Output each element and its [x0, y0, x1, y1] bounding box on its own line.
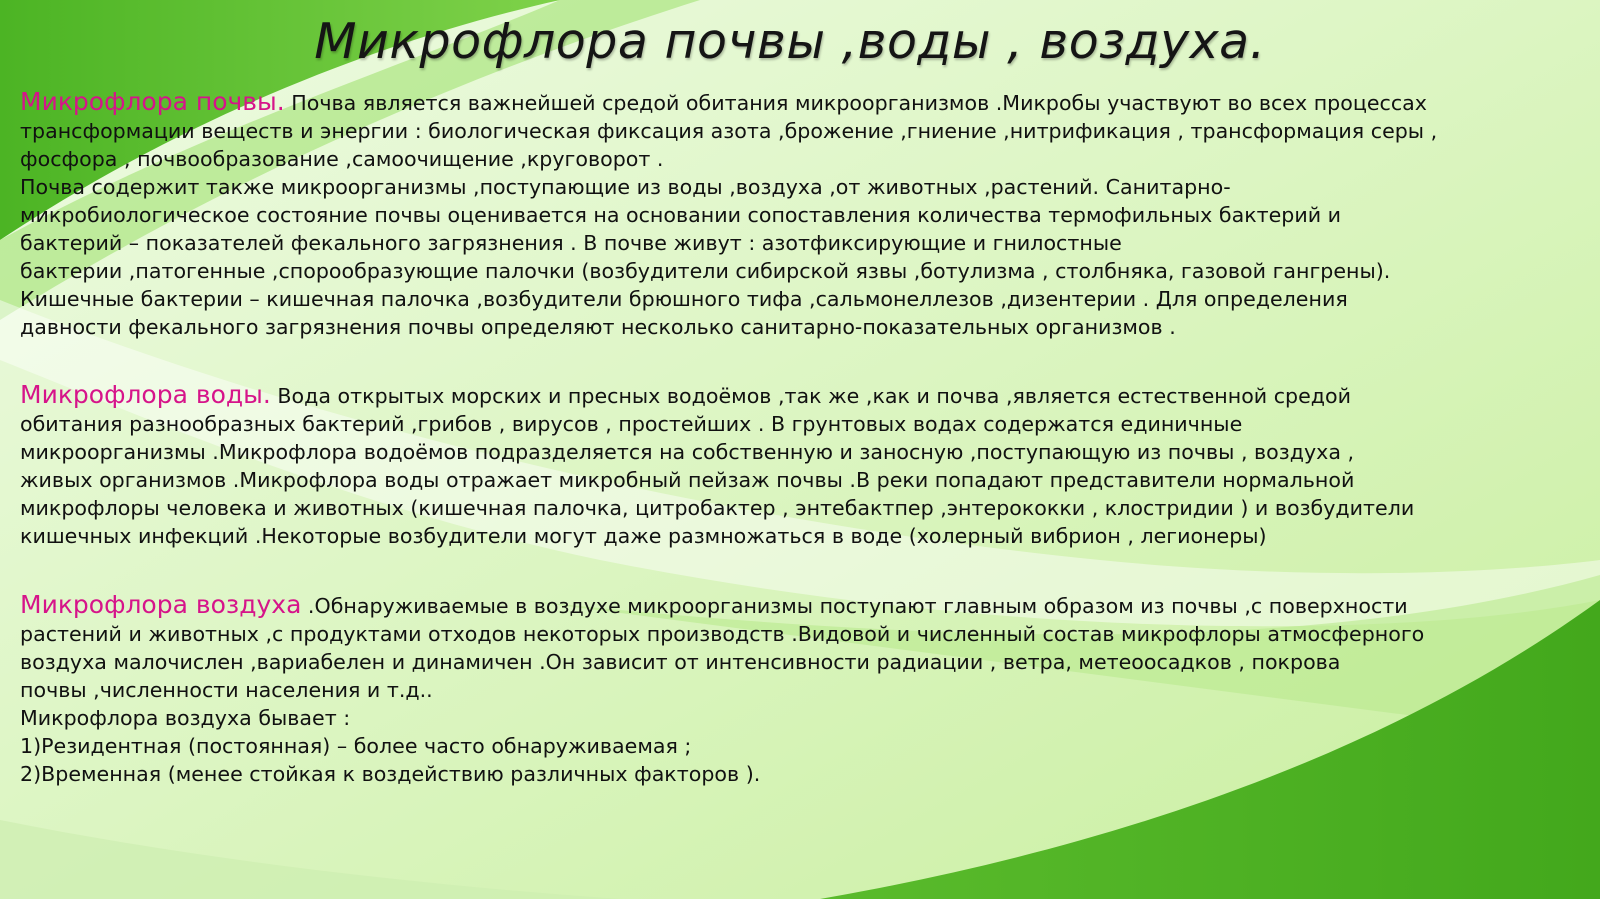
soil-line-3: фосфора , почвообразование ,самоочищение ,круговорот . — [20, 147, 664, 171]
air-line-2: растений и животных ,с продуктами отходов некоторых производств .Видовой и численный состав микрофлоры атмосферного — [20, 622, 1425, 646]
air-heading: Микрофлора воздуха — [20, 590, 302, 619]
soil-line-7: бактерии ,патогенные ,спорообразующие палочки (возбудители сибирской язвы ,ботулизма , столбняка, газовой гангрены). — [20, 259, 1391, 283]
soil-line-9: давности фекального загрязнения почвы определяют несколько санитарно-показательных организмов . — [20, 315, 1176, 339]
water-line-6: кишечных инфекций .Некоторые возбудители могут даже размножаться в воде (холерный вибрион , легионеры) — [20, 524, 1267, 548]
soil-heading: Микрофлора почвы. — [20, 87, 285, 116]
soil-line-5: микробиологическое состояние почвы оценивается на основании сопоставления количества термофильных бактерий и — [20, 203, 1342, 227]
soil-line-2: трансформации веществ и энергии : биологическая фиксация азота ,брожение ,гниение ,нитрификация , трансформация серы , — [20, 119, 1438, 143]
soil-section — [20, 88, 1580, 341]
water-line-1: Микрофлора воды. Вода открытых морских и пресных водоёмов ,так же ,как и почва ,является естественной средой — [20, 380, 1352, 409]
soil-line-6: бактерий – показателей фекального загрязнения . В почве живут : азотфиксирующие и гнилостные — [20, 231, 1122, 255]
water-line-4: живых организмов .Микрофлора воды отражает микробный пейзаж почвы .В реки попадают представители нормальной — [20, 468, 1355, 492]
water-line-2: обитания разнообразных бактерий ,грибов , вирусов , простейших . В грунтовых водах содержатся единичные — [20, 412, 1243, 436]
water-line-3: микроорганизмы .Микрофлора водоёмов подразделяется на собственную и заносную ,поступающую из почвы , воздуха , — [20, 440, 1355, 464]
water-section — [20, 381, 1580, 550]
soil-line-4: Почва содержит также микроорганизмы ,поступающие из воды ,воздуха ,от животных ,растений. Санитарно- — [20, 175, 1231, 199]
soil-line-8: Кишечные бактерии – кишечная палочка ,возбудители брюшного тифа ,сальмонеллезов ,дизентерии . Для определения — [20, 287, 1348, 311]
air-section — [20, 591, 1580, 788]
air-line-7: 2)Временная (менее стойкая к воздействию различных факторов ). — [20, 762, 761, 786]
slide-title: Микрофлора почвы ,воды , воздуха. — [314, 13, 1266, 70]
air-line-5: Микрофлора воздуха бывает : — [20, 706, 351, 730]
air-line-1: Микрофлора воздуха .Обнаруживаемые в воздухе микроорганизмы поступают главным образом из почвы ,с поверхности — [20, 590, 1408, 619]
air-line-6: 1)Резидентная (постоянная) – более часто обнаруживаемая ; — [20, 734, 692, 758]
water-heading: Микрофлора воды. — [20, 380, 271, 409]
air-line-4: почвы ,численности населения и т.д.. — [20, 678, 433, 702]
soil-line-1: Микрофлора почвы. Почва является важнейшей средой обитания микроорганизмов .Микробы участвуют во всех процессах — [20, 87, 1427, 116]
water-line-5: микрофлоры человека и животных (кишечная палочка, цитробактер , энтебактпер ,энтерококки , клостридии ) и возбудители — [20, 496, 1415, 520]
air-line-3: воздуха малочислен ,вариабелен и динамичен .Он зависит от интенсивности радиации , ветра, метеоосадков , покрова — [20, 650, 1341, 674]
